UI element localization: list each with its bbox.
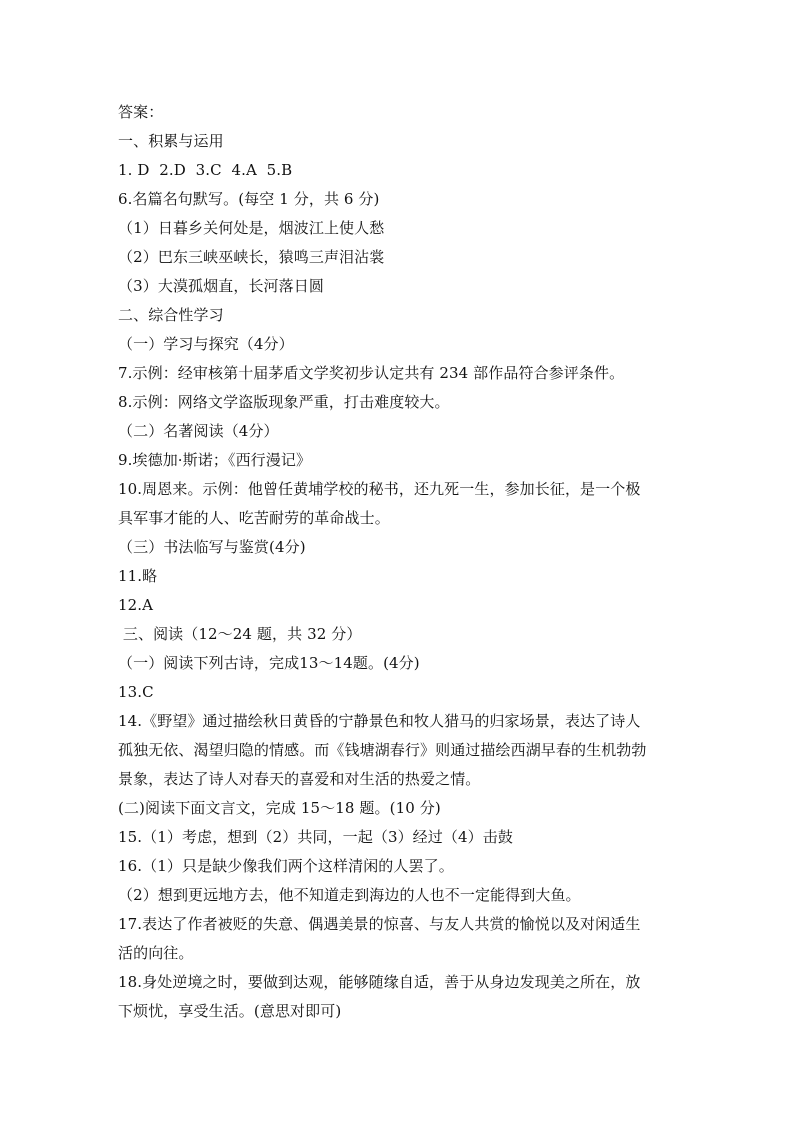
answer-line: 具军事才能的人、吃苦耐劳的革命战士。 [118, 509, 390, 527]
answer-line: 16.（1）只是缺少像我们两个这样清闲的人罢了。 [118, 857, 454, 875]
answer-line: 活的向往。 [118, 944, 194, 962]
answer-line: 15.（1）考虑，想到（2）共同，一起（3）经过（4）击鼓 [118, 828, 513, 846]
answer-heading: 答案： [118, 103, 164, 121]
answer-line: 1. D 2.D 3.C 4.A 5.B [118, 161, 293, 179]
answer-line: 13.C [118, 683, 154, 701]
subsection-heading: （二）名著阅读（4分） [118, 422, 279, 440]
answer-line: （2）巴东三峡巫峡长，猿鸣三声泪沾裳 [118, 248, 385, 266]
answer-line: （3）大漠孤烟直，长河落日圆 [118, 277, 324, 295]
section-heading-accumulation: 一、积累与运用 [118, 132, 224, 150]
answer-line: 18.身处逆境之时，要做到达观，能够随缘自适，善于从身边发现美之所在，放 [118, 973, 641, 991]
answer-line: 11.略 [118, 567, 158, 585]
answer-line: 14.《野望》通过描绘秋日黄昏的宁静景色和牧人猎马的归家场景，表达了诗人 [118, 712, 641, 730]
answer-content [118, 98, 678, 1026]
answer-line: （1）日暮乡关何处是，烟波江上使人愁 [118, 219, 385, 237]
section-heading-comprehensive: 二、综合性学习 [118, 306, 224, 324]
subsection-heading: （一）学习与探究（4分） [118, 335, 294, 353]
answer-line: 下烦忧，享受生活。(意思对即可) [118, 1002, 342, 1020]
answer-line: 9.埃德加·斯诺；《西行漫记》 [118, 451, 312, 469]
answer-line: 孤独无依、渴望归隐的情感。而《钱塘湖春行》则通过描绘西湖早春的生机勃勃 [118, 741, 647, 759]
answer-line: 8.示例：网络文学盗版现象严重，打击难度较大。 [118, 393, 450, 411]
subsection-heading: (二)阅读下面文言文，完成 15～18 题。(10 分) [118, 799, 441, 817]
subsection-heading: （一）阅读下列古诗，完成13～14题。(4分) [118, 654, 420, 672]
answer-line: 10.周恩来。示例：他曾任黄埔学校的秘书，还九死一生，参加长征，是一个极 [118, 480, 641, 498]
answer-line: 6.名篇名句默写。(每空 1 分，共 6 分) [118, 190, 380, 208]
answer-line: 景象，表达了诗人对春天的喜爱和对生活的热爱之情。 [118, 770, 481, 788]
answer-line: （2）想到更远地方去，他不知道走到海边的人也不一定能得到大鱼。 [118, 886, 581, 904]
section-heading-reading: 三、阅读（12～24 题，共 32 分） [118, 625, 362, 643]
subsection-heading: （三）书法临写与鉴赏(4分) [118, 538, 306, 556]
answer-line: 7.示例：经审核第十届茅盾文学奖初步认定共有 234 部作品符合参评条件。 [118, 364, 625, 382]
answer-line: 17.表达了作者被贬的失意、偶遇美景的惊喜、与友人共赏的愉悦以及对闲适生 [118, 915, 641, 933]
answer-line: 12.A [118, 596, 154, 614]
